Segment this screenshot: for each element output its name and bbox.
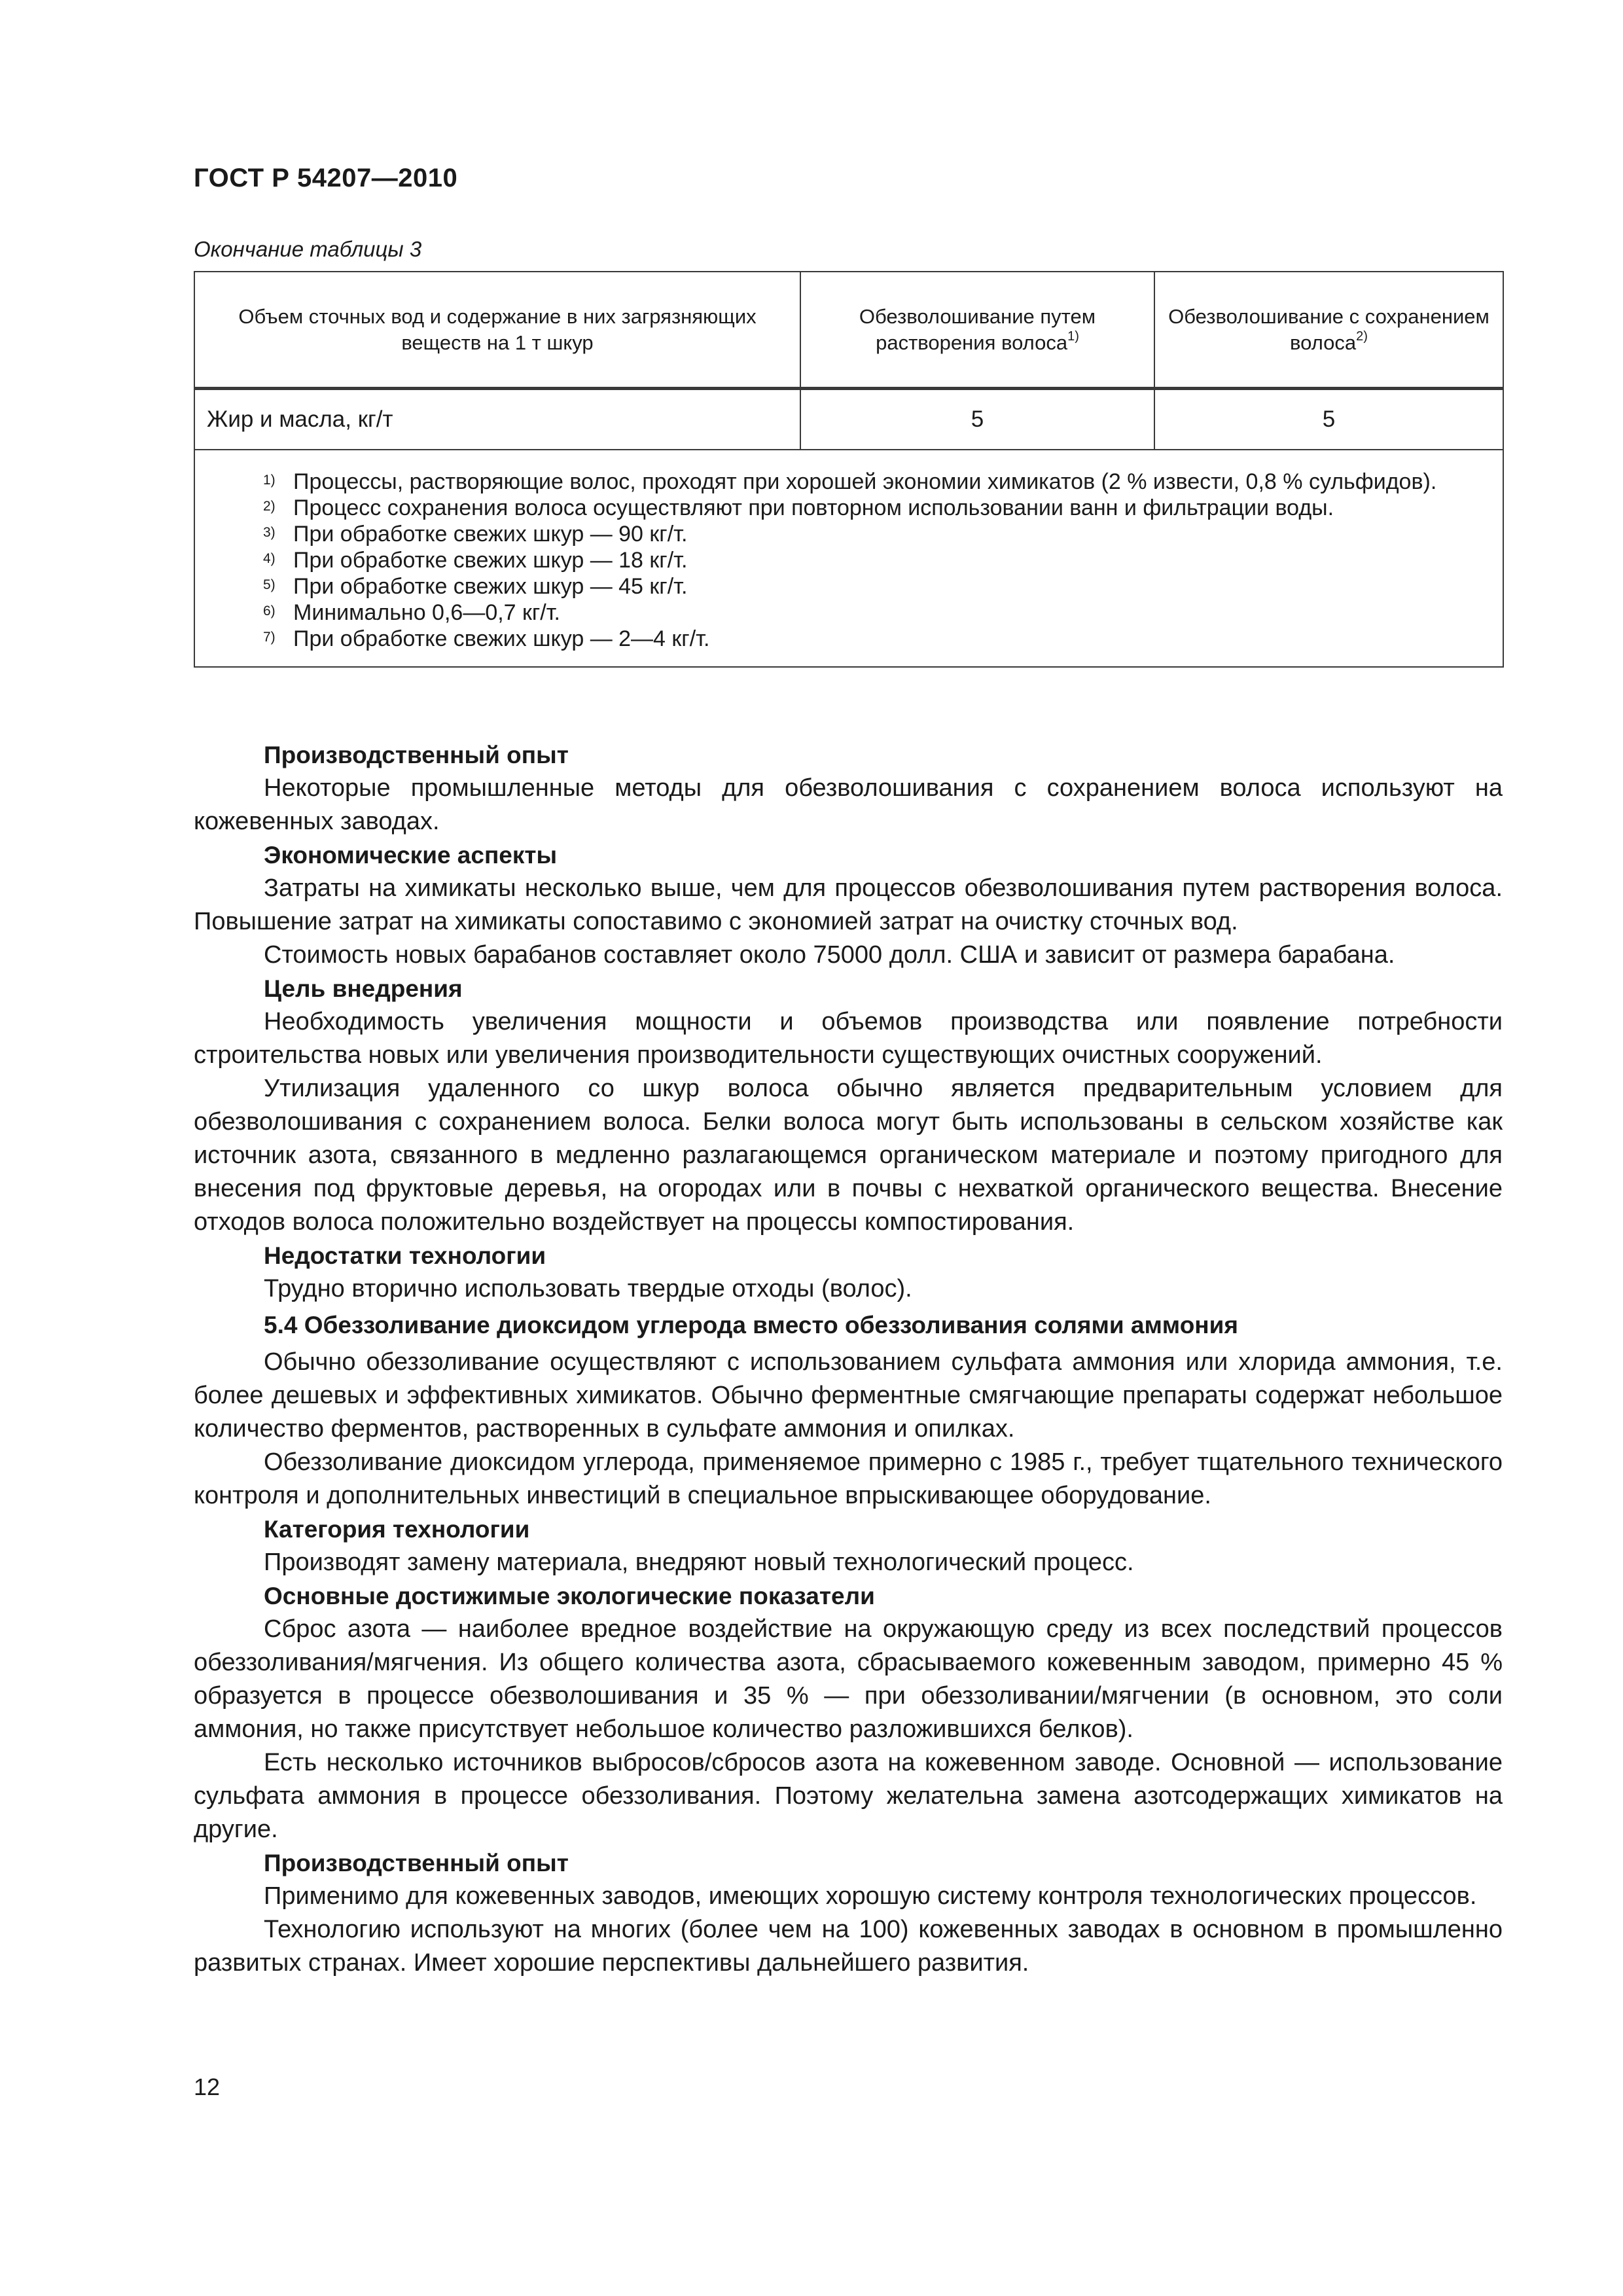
column-label: Обезволошивание путем растворения волоса <box>859 304 1096 354</box>
footnote-text: При обработке свежих шкур — 45 кг/т. <box>293 574 688 599</box>
subheading: Основные достижимые экологические показатели <box>264 1583 875 1609</box>
footnote-mark: 6) <box>263 603 276 619</box>
footnotes-cell <box>194 450 1503 667</box>
table-header-cell <box>1154 272 1503 389</box>
subheading: Производственный опыт <box>264 1850 569 1876</box>
footnotes-row <box>194 450 1503 667</box>
footnote-ref: 1) <box>1067 329 1079 344</box>
footnote <box>209 547 1488 573</box>
subheading: Недостатки технологии <box>264 1242 546 1269</box>
table-row <box>194 389 1503 450</box>
footnote-mark: 2) <box>263 499 276 514</box>
paragraph: Трудно вторично использовать твердые отходы (волос). <box>264 1275 912 1302</box>
column-label: Объем сточных вод и содержание в них загрязняющих веществ на 1 т шкур <box>238 304 757 354</box>
subheading: Цель внедрения <box>264 975 463 1002</box>
paragraph: Сброс азота — наиболее вредное воздействие на окружающую среду из всех последствий процессов обеззоливания/мягчения. Из общего количества азота, сбрасываемого кожевенным заводом, примерно 45 % образуется в процессе обезволошивания и 35 % — при обеззоливании/мягчении (в основном, это соли аммония, но также присутствует небольшое количество разложившихся белков). <box>194 1615 1503 1743</box>
body-text <box>194 738 1503 1980</box>
footnote-text: При обработке свежих шкур — 2—4 кг/т. <box>293 626 710 651</box>
table-caption: Окончание таблицы 3 <box>194 237 422 261</box>
footnote <box>209 600 1488 626</box>
value-cell: 5 <box>800 389 1154 450</box>
page-number: 12 <box>194 2073 221 2100</box>
section-heading: 5.4 Обеззоливание диоксидом углерода вместо обеззоливания солями аммония <box>264 1312 1238 1338</box>
footnote-mark: 3) <box>263 525 276 540</box>
footnote <box>209 626 1488 652</box>
paragraph: Стоимость новых барабанов составляет около 75000 долл. США и зависит от размера барабана. <box>264 941 1395 969</box>
paragraph: Обычно обеззоливание осуществляют с использованием сульфата аммония или хлорида аммония, т.е. более дешевых и эффективных химикатов. Обычно ферментные смягчающие препараты содержат небольшое количество ферментов, растворенных в сульфате аммония и опилках. <box>194 1348 1503 1443</box>
footnote-mark: 1) <box>263 473 276 488</box>
table-header-row <box>194 272 1503 389</box>
paragraph: Некоторые промышленные методы для обезволошивания с сохранением волоса используют на кожевенных заводах. <box>194 774 1503 835</box>
footnote <box>209 469 1488 495</box>
table-header-cell <box>194 272 800 389</box>
footnote-ref: 2) <box>1356 329 1368 344</box>
paragraph: Утилизация удаленного со шкур волоса обычно является предварительным условием для обезволошивания с сохранением волоса. Белки волоса могут быть использованы в сельском хозяйстве как источник азота, связанного в медленно разлагающемся органическом материале и поэтому пригодного для внесения под фруктовые деревья, на огородах или в почвы с нехваткой органического вещества. Внесение отходов волоса положительно воздействует на процессы компостирования. <box>194 1075 1503 1236</box>
subheading: Экономические аспекты <box>264 842 558 869</box>
footnote <box>209 573 1488 600</box>
document-title: ГОСТ Р 54207—2010 <box>194 164 458 192</box>
footnote-text: Процесс сохранения волоса осуществляют при повторном использовании ванн и фильтрации воды. <box>293 495 1334 520</box>
footnote <box>209 521 1488 547</box>
column-label: Обезволошивание с сохранением волоса <box>1168 304 1489 354</box>
table-3-end <box>194 271 1504 668</box>
footnote-mark: 5) <box>263 577 276 592</box>
paragraph: Необходимость увеличения мощности и объемов производства или появление потребности строительства новых или увеличения производительности существующих очистных сооружений. <box>194 1008 1503 1069</box>
paragraph: Применимо для кожевенных заводов, имеющих хорошую систему контроля технологических процессов. <box>264 1882 1477 1910</box>
footnote-text: Минимально 0,6—0,7 кг/т. <box>293 600 560 625</box>
footnote-text: Процессы, растворяющие волос, проходят при хорошей экономии химикатов (2 % извести, 0,8 % сульфидов). <box>293 469 1437 494</box>
table-header-cell <box>800 272 1154 389</box>
paragraph: Есть несколько источников выбросов/сбросов азота на кожевенном заводе. Основной — использование сульфата аммония в процессе обеззоливания. Поэтому желательна замена азотсодержащих химикатов на другие. <box>194 1749 1503 1843</box>
value-cell: 5 <box>1154 389 1503 450</box>
subheading: Производственный опыт <box>264 742 569 768</box>
footnote <box>209 495 1488 521</box>
paragraph: Затраты на химикаты несколько выше, чем для процессов обезволошивания путем растворения волоса. Повышение затрат на химикаты сопоставимо с экономией затрат на очистку сточных вод. <box>194 874 1503 935</box>
paragraph: Технологию используют на многих (более чем на 100) кожевенных заводах в основном в промышленно развитых странах. Имеет хорошие перспективы дальнейшего развития. <box>194 1916 1503 1977</box>
row-name-cell: Жир и масла, кг/т <box>194 389 800 450</box>
paragraph: Обеззоливание диоксидом углерода, применяемое примерно с 1985 г., требует тщательного технического контроля и дополнительных инвестиций в специальное впрыскивающее оборудование. <box>194 1448 1503 1509</box>
footnote-text: При обработке свежих шкур — 18 кг/т. <box>293 548 688 573</box>
footnote-text: При обработке свежих шкур — 90 кг/т. <box>293 522 688 547</box>
footnote-mark: 7) <box>263 630 276 645</box>
footnote-mark: 4) <box>263 551 276 566</box>
paragraph: Производят замену материала, внедряют новый технологический процесс. <box>264 1549 1134 1576</box>
subheading: Категория технологии <box>264 1516 530 1543</box>
